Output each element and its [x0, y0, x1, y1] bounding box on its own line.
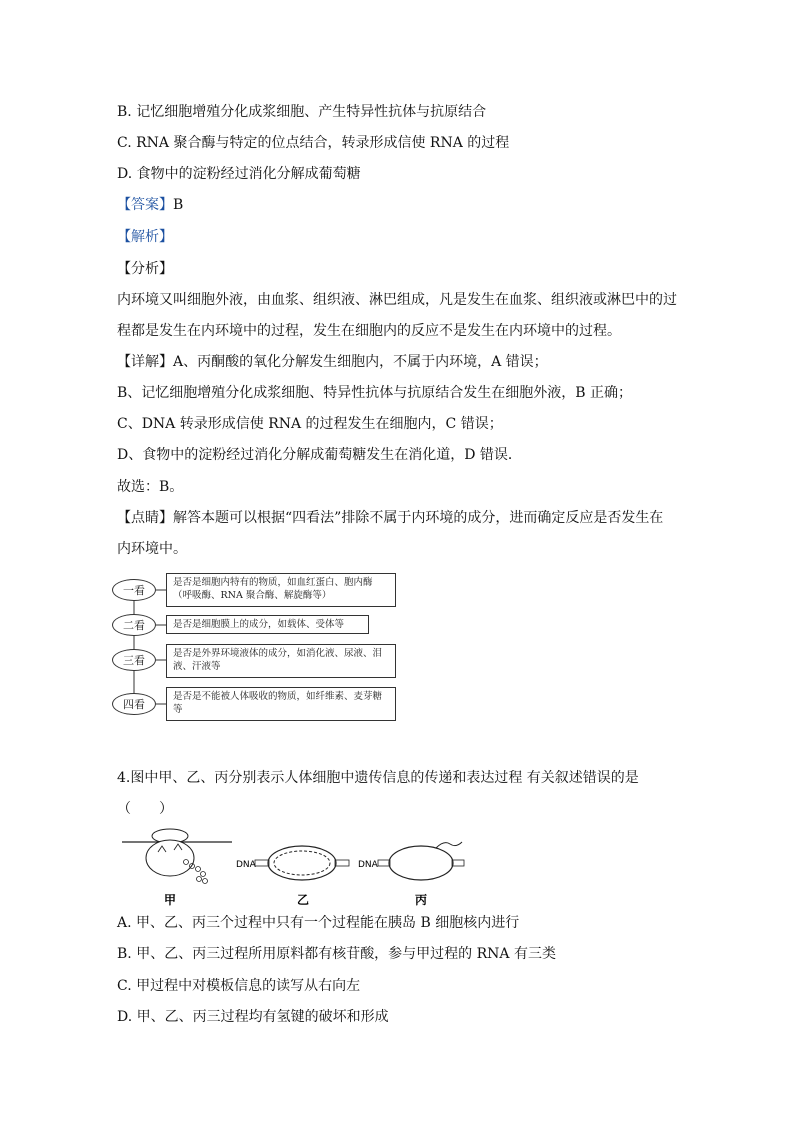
amino-acid	[196, 867, 201, 872]
fenxi-label: 【分析】	[117, 261, 173, 277]
fenxi-line-2: 程都是发生在内环境中的过程，发生在细胞内的反应不是发生在内环境中的过程。	[117, 323, 621, 339]
dna-label-yi: DNA	[236, 860, 256, 870]
step-2-box: 是否是细胞膜上的成分，如载体、受体等	[166, 615, 369, 634]
label-jia: 甲	[163, 893, 177, 907]
dna-duplex-right	[335, 860, 349, 866]
figure-yi	[236, 846, 349, 880]
q3-option-d: D. 食物中的淀粉经过消化分解成葡萄糖	[117, 166, 361, 182]
dna-duplex-left	[378, 860, 390, 866]
dianjing-label: 【点睛】	[117, 510, 173, 526]
amino-acid	[203, 879, 208, 884]
label-bing: 丙	[414, 893, 428, 907]
figure-bing	[358, 842, 464, 880]
figure-jia	[122, 829, 232, 884]
detail-b: B、记忆细胞增殖分化成浆细胞、特异性抗体与抗原结合发生在细胞外液，B 正确；	[117, 385, 633, 401]
detail-a: A、丙酮酸的氧化分解发生细胞内，不属于内环境，A 错误；	[173, 354, 548, 370]
transcription-bubble	[389, 846, 453, 880]
dna-duplex-left	[255, 860, 269, 866]
step-4-oval: 四看	[112, 693, 156, 715]
answer-label: 【答案】	[117, 197, 173, 213]
rna-transcript	[436, 842, 462, 848]
q4-option-a: A. 甲、乙、丙三个过程中只有一个过程能在胰岛 B 细胞核内进行	[117, 915, 520, 931]
step-3-box: 是否是外界环境液体的成分，如消化液、尿液、泪液、汗液等	[166, 644, 396, 678]
q3-option-b: B. 记忆细胞增殖分化成浆细胞、产生特异性抗体与抗原结合	[117, 104, 487, 120]
step-1-oval: 一看	[112, 579, 156, 601]
amino-acid	[197, 877, 202, 882]
q4-stem: 4.图中甲、乙、丙分别表示人体细胞中遗传信息的传递和表达过程 有关叙述错误的是	[117, 770, 639, 786]
dna-label-bing: DNA	[358, 860, 378, 870]
q4-option-b: B. 甲、乙、丙三过程所用原料都有核苷酸，参与甲过程的 RNA 有三类	[117, 946, 556, 962]
q4-paren: （ ）	[117, 801, 173, 817]
step-3-oval: 三看	[112, 649, 156, 671]
fenxi-line-1: 内环境又叫细胞外液，由血浆、组织液、淋巴组成，凡是发生在血浆、组织液或淋巴中的过	[117, 292, 677, 308]
answer-value: B	[173, 197, 184, 213]
detail-d: D、食物中的淀粉经过消化分解成葡萄糖发生在消化道，D 错误．	[117, 447, 522, 463]
step-1-box: 是否是细胞内特有的物质，如血红蛋白、胞内酶（呼吸酶、RNA 聚合酶、解旋酶等）	[166, 573, 396, 607]
amino-acid	[201, 872, 206, 877]
q3-option-c: C. RNA 聚合酶与特定的位点结合，转录形成信使 RNA 的过程	[117, 135, 510, 151]
dianjing-line-2: 内环境中。	[117, 541, 187, 557]
dianjing-text: 解答本题可以根据“四看法”排除不属于内环境的成分，进而确定反应是否发生在	[173, 510, 664, 526]
label-yi: 乙	[296, 893, 310, 907]
detail-label: 【详解】	[117, 354, 173, 370]
q4-option-d: D. 甲、乙、丙三过程均有氢键的破坏和形成	[117, 1009, 389, 1025]
detail-c: C、DNA 转录形成信使 RNA 的过程发生在细胞内，C 错误；	[117, 416, 503, 432]
choose-line: 故选：B。	[117, 479, 184, 495]
step-2-oval: 二看	[112, 614, 156, 636]
ribosome-large-subunit	[146, 840, 194, 876]
analysis-label: 【解析】	[117, 229, 173, 245]
dna-duplex-right	[452, 860, 464, 866]
new-strands	[274, 851, 330, 875]
q4-option-c: C. 甲过程中对模板信息的读写从右向左	[117, 978, 361, 994]
step-4-box: 是否是不能被人体吸收的物质，如纤维素、麦芽糖等	[166, 687, 396, 721]
